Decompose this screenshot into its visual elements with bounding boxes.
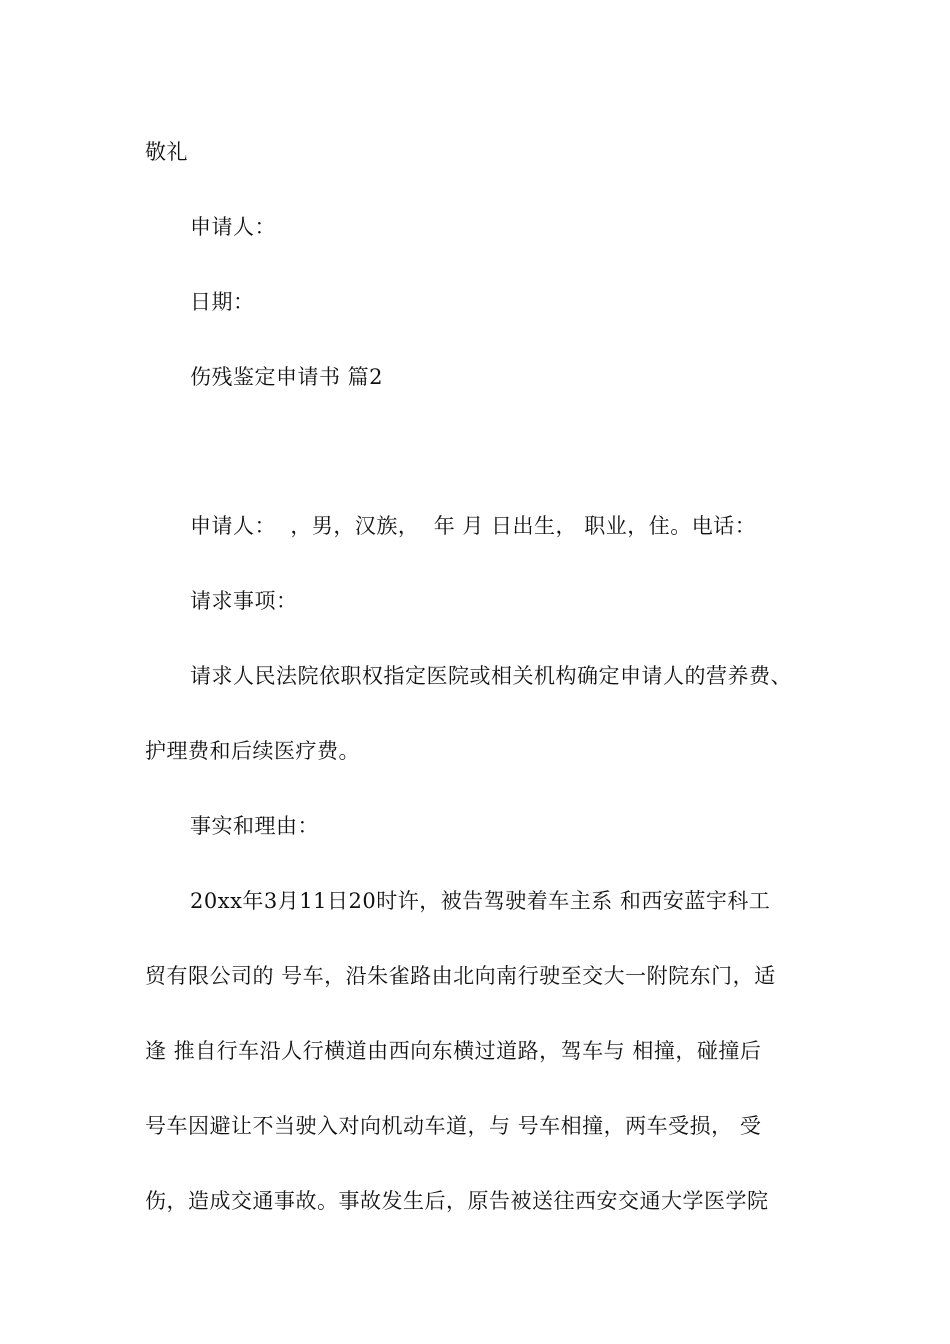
facts-heading: 事实和理由：: [190, 814, 319, 838]
facts-text-line-4: 号车因避让不当驶入对向机动车道，与 号车相撞，两车受损， 受: [145, 1114, 762, 1138]
section-title: 伤残鉴定申请书 篇2: [190, 365, 384, 389]
facts-text-line-2: 贸有限公司的 号车，沿朱雀路由北向南行驶至交大一附院东门，适: [145, 964, 776, 988]
request-text-line-1: 请求人民法院依职权指定医院或相关机构确定申请人的营养费、: [190, 664, 792, 688]
date-label: 日期：: [190, 290, 255, 314]
facts-text-line-5: 伤，造成交通事故。事故发生后，原告被送往西安交通大学医学院: [145, 1189, 769, 1213]
applicant-info: 申请人： ，男，汉族， 年 月 日出生， 职业，住。电话：: [190, 514, 757, 538]
facts-text-line-3: 逢 推自行车沿人行横道由西向东横过道路，驾车与 相撞，碰撞后: [145, 1039, 762, 1063]
request-heading: 请求事项：: [190, 589, 298, 613]
applicant-signature-label: 申请人：: [190, 215, 276, 239]
request-text-line-2: 护理费和后续医疗费。: [145, 739, 360, 763]
closing-salutation: 敬礼: [145, 140, 188, 164]
facts-text-line-1: 20xx年3月11日20时许，被告驾驶着车主系 和西安蓝宇科工: [190, 889, 771, 913]
